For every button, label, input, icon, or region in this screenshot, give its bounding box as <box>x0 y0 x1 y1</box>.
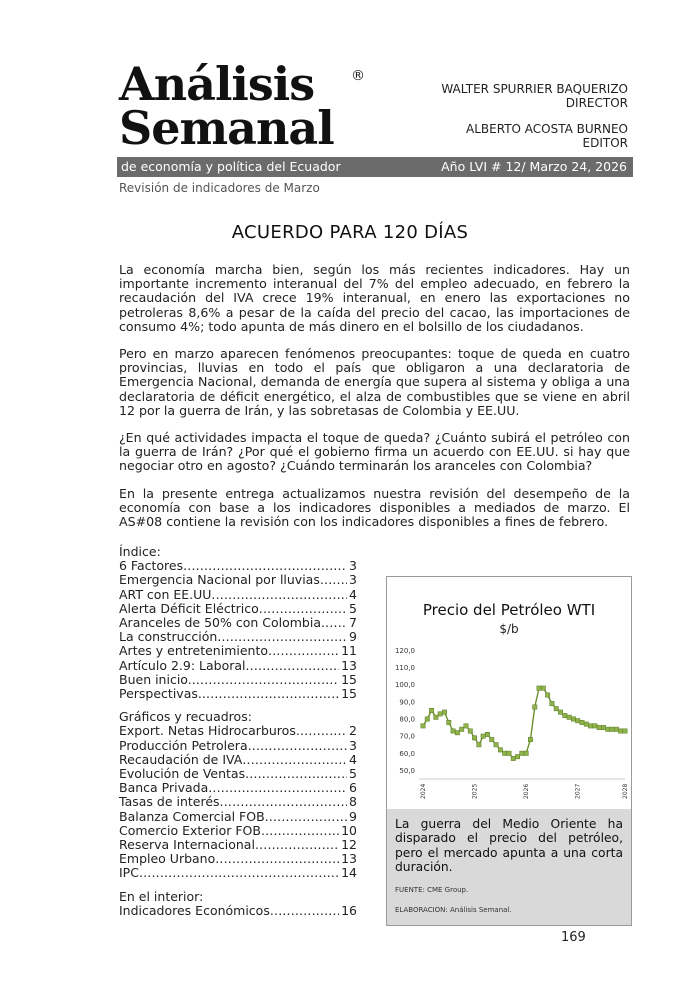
data-point <box>601 725 605 729</box>
data-point <box>576 719 580 723</box>
index-entry <box>119 866 357 880</box>
registered-mark: ® <box>351 68 365 84</box>
data-point <box>567 715 571 719</box>
index-entry <box>119 673 357 687</box>
data-point <box>545 693 549 697</box>
index-entry <box>119 616 357 630</box>
chart-title: Precio del Petróleo WTI <box>422 601 596 619</box>
index-entry-label: Emergencia Nacional por lluvias <box>119 572 320 588</box>
oil-price-chart-box <box>386 576 632 926</box>
index-entry-label: La construcción <box>119 629 218 645</box>
index-leader-dots <box>248 739 347 753</box>
x-tick-label: 2025 <box>471 783 479 799</box>
data-point <box>447 720 451 724</box>
table-of-contents <box>119 545 357 918</box>
index-entry-page: 12 <box>341 837 357 853</box>
article-title: ACUERDO PARA 120 DÍAS <box>231 222 469 243</box>
data-point <box>597 725 601 729</box>
index-leader-dots <box>261 824 339 838</box>
index-leader-dots <box>220 795 348 809</box>
tagline: de economía y política del Ecuador <box>121 159 341 174</box>
index-entry-label: Artículo 2.9: Laboral <box>119 657 246 673</box>
data-point <box>533 705 537 709</box>
data-point <box>571 717 575 721</box>
editor-role: EDITOR <box>582 136 628 150</box>
index-entry-label: Empleo Urbano <box>119 851 216 867</box>
index-entry-page: 7 <box>349 615 357 631</box>
index-leader-dots <box>215 852 339 866</box>
y-tick-label: 60,0 <box>399 749 415 758</box>
index-leader-dots <box>202 687 339 701</box>
index-leader-dots <box>265 810 347 824</box>
index-entry-label: Indicadores Económicos <box>119 902 270 918</box>
logo-word-analisis: Análisis <box>119 57 315 111</box>
index-entry <box>119 904 357 918</box>
index-entry <box>119 767 357 781</box>
data-point <box>610 727 614 731</box>
index-entry-page: 13 <box>341 851 357 867</box>
index-entry-label: Export. Netas Hidrocarburos <box>119 723 296 739</box>
x-tick-label: 2027 <box>574 783 582 799</box>
index-entry-label: Producción Petrolera <box>119 737 248 753</box>
index-heading: Índice: <box>119 544 161 559</box>
data-point <box>528 737 532 741</box>
interior-heading: En el interior: <box>119 888 204 904</box>
index-entry <box>119 781 357 795</box>
data-point <box>558 710 562 714</box>
article-body <box>119 263 630 542</box>
index-entry-label: Aranceles de 50% con Colombia <box>119 615 321 631</box>
data-point <box>472 736 476 740</box>
page-number: 169 <box>561 930 586 945</box>
data-point <box>524 751 528 755</box>
y-tick-label: 90,0 <box>399 698 415 707</box>
chart-elaboration: ELABORACION: Análisis Semanal. <box>395 906 512 915</box>
data-point <box>614 727 618 731</box>
paragraph: En la presente entrega actualizamos nuestra revisión del desempeño de la economía con base a los indicadores disponibles a mediados de marzo. El AS#08 contiene la revisión con los indicadores disponibles a fines de febrero. <box>119 485 630 530</box>
index-entry <box>119 659 357 673</box>
index-leader-dots <box>139 866 339 880</box>
data-point <box>442 710 446 714</box>
staff-credits <box>441 82 628 150</box>
data-point <box>464 724 468 728</box>
oil-price-line-chart <box>387 637 631 809</box>
index-entry <box>119 687 357 701</box>
index-leader-dots <box>242 753 347 767</box>
index-entry-page: 4 <box>349 751 357 767</box>
index-entry-label: Comercio Exterior FOB <box>119 822 261 838</box>
series-line-wti <box>423 688 625 758</box>
data-point <box>494 743 498 747</box>
data-point <box>541 686 545 690</box>
index-entry-page: 4 <box>349 586 357 602</box>
data-point <box>507 751 511 755</box>
index-leader-dots <box>211 588 347 602</box>
data-point <box>481 734 485 738</box>
data-point <box>593 724 597 728</box>
index-entry-page: 8 <box>349 794 357 810</box>
data-point <box>515 755 519 759</box>
index-leader-dots <box>246 659 340 673</box>
data-point <box>502 751 506 755</box>
data-point <box>537 686 541 690</box>
data-point <box>563 713 567 717</box>
index-entry-page: 11 <box>341 643 357 659</box>
data-point <box>623 729 627 733</box>
data-point <box>421 724 425 728</box>
index-leader-dots <box>192 673 339 687</box>
chart-caption-box <box>387 809 631 925</box>
data-point <box>429 708 433 712</box>
editor-name: ALBERTO ACOSTA BURNEO <box>466 122 628 136</box>
index-entry-page: 16 <box>341 902 357 918</box>
index-entry-label: Alerta Déficit Eléctrico <box>119 600 259 616</box>
index-entry <box>119 753 357 767</box>
data-point <box>434 715 438 719</box>
index-entry-label: Banca Privada <box>119 780 209 796</box>
index-entry-page: 14 <box>341 865 357 881</box>
data-point <box>550 701 554 705</box>
data-point <box>459 727 463 731</box>
data-point <box>580 720 584 724</box>
section-subhead: Revisión de indicadores de Marzo <box>119 181 320 195</box>
masthead-bar <box>117 157 633 177</box>
index-entry-label: Perspectivas. <box>119 686 202 702</box>
index-entry-label: Recaudación de IVA <box>119 751 243 767</box>
index-leader-dots <box>321 616 347 630</box>
index-entry <box>119 824 357 838</box>
index-entry-page: 6 <box>349 780 357 796</box>
y-tick-label: 120,0 <box>394 646 415 655</box>
index-entry <box>119 573 357 587</box>
index-entry <box>119 644 357 658</box>
director-role: DIRECTOR <box>565 96 628 110</box>
data-point <box>588 724 592 728</box>
chart-caption: La guerra del Medio Oriente ha disparado el precio del petróleo, pero el mercado apunta a una corta duración. <box>395 817 623 874</box>
x-tick-label: 2024 <box>420 783 427 799</box>
chart-unit: $/b <box>499 622 519 636</box>
index-entry-page: 3 <box>349 572 357 588</box>
index-entry-label: Evolución de Ventas <box>119 766 246 782</box>
index-leader-dots <box>245 767 347 781</box>
index-entry-page: 2 <box>349 723 357 739</box>
index-leader-dots <box>296 724 347 738</box>
data-point <box>490 737 494 741</box>
data-point <box>619 729 623 733</box>
index-entry-page: 15 <box>341 686 357 702</box>
index-entry-label: Reserva Internacional <box>119 837 255 853</box>
x-tick-label: 2028 <box>622 783 629 799</box>
index-leader-dots <box>255 838 339 852</box>
data-point <box>455 731 459 735</box>
index-entry-page: 10 <box>341 822 357 838</box>
charts-heading: Gráficos y recuadros: <box>119 709 252 725</box>
data-point <box>477 743 481 747</box>
data-point <box>606 727 610 731</box>
index-entry <box>119 852 357 866</box>
index-entry-page: 5 <box>349 600 357 616</box>
data-point <box>438 712 442 716</box>
data-point <box>511 756 515 760</box>
data-point <box>554 707 558 711</box>
index-entry <box>119 724 357 738</box>
index-entry <box>119 630 357 644</box>
chart-source: FUENTE: CME Group. <box>395 886 469 895</box>
index-leader-dots <box>320 573 347 587</box>
y-tick-label: 110,0 <box>394 664 415 673</box>
index-entry-page: 9 <box>349 629 357 645</box>
index-entry <box>119 602 357 616</box>
data-point <box>498 748 502 752</box>
index-entry-label: Buen inicio. <box>119 671 192 687</box>
masthead-logo <box>119 57 369 155</box>
index-entry <box>119 810 357 824</box>
y-tick-label: 50,0 <box>399 766 415 775</box>
index-entry-label: ART con EE.UU <box>119 586 212 602</box>
index-entry <box>119 795 357 809</box>
data-point <box>485 732 489 736</box>
paragraph: ¿En qué actividades impacta el toque de queda? ¿Cuánto subirá el petróleo con la guerra de Irán? ¿Por qué el gobierno firma un acuerdo con EE.UU. si hay que negociar otro en agosto? ¿Cuándo terminarán los aranceles con Colombia? <box>119 430 630 474</box>
logo-word-semanal: Semanal <box>119 101 334 155</box>
paragraph: Pero en marzo aparecen fenómenos preocupantes: toque de queda en cuatro provincias, lluvias en todo el país que obligaron a una declaratoria de Emergencia Nacional, demanda de energía que supera al sistema y obliga a una declaratoria de déficit energético, el alza de combustibles que se viene en abril 12 por la guerra de Irán, y las sobretasas de Colombia y EE.UU. <box>119 346 630 418</box>
index-leader-dots <box>268 644 339 658</box>
index-entry-page: 3 <box>349 737 357 753</box>
index-entry-label: IPC <box>119 865 139 881</box>
index-entry <box>119 838 357 852</box>
issue-info: Año LVI # 12/ Marzo 24, 2026 <box>441 159 627 174</box>
index-leader-dots <box>259 602 347 616</box>
data-point <box>468 729 472 733</box>
paragraph: La economía marcha bien, según los más recientes indicadores. Hay un importante incremento interanual del 7% del empleo adecuado, en febrero la recaudación del IVA crece 19% interanual, en enero las exportaciones no petroleras 8,6% a pesar de la caída del precio del cacao, las importaciones de consumo 4%; todo apunta de más dinero en el bolsillo de los ciudadanos. <box>119 262 630 334</box>
index-entry-page: 13 <box>341 657 357 673</box>
index-entry-page: 9 <box>349 808 357 824</box>
y-tick-label: 70,0 <box>399 732 415 741</box>
index-entry <box>119 559 357 573</box>
data-point <box>584 722 588 726</box>
index-leader-dots <box>208 781 347 795</box>
index-entry-page: 3 <box>349 558 357 574</box>
index-entry <box>119 588 357 602</box>
index-entry-page: 15 <box>341 671 357 687</box>
y-tick-label: 80,0 <box>399 715 415 724</box>
data-point <box>451 729 455 733</box>
index-entry-label: Balanza Comercial FOB <box>119 808 265 824</box>
director-name: WALTER SPURRIER BAQUERIZO <box>441 82 628 96</box>
index-entry-label: Tasas de interés <box>119 794 220 810</box>
index-leader-dots <box>217 630 347 644</box>
index-leader-dots <box>270 904 339 918</box>
index-entry <box>119 739 357 753</box>
index-entry-page: 5 <box>349 766 357 782</box>
data-point <box>425 717 429 721</box>
data-point <box>520 751 524 755</box>
x-tick-label: 2026 <box>523 783 531 799</box>
index-leader-dots <box>183 559 347 573</box>
y-tick-label: 100,0 <box>394 681 415 690</box>
index-entry-label: 6 Factores <box>119 558 184 574</box>
index-entry-label: Artes y entretenimiento <box>119 643 269 659</box>
